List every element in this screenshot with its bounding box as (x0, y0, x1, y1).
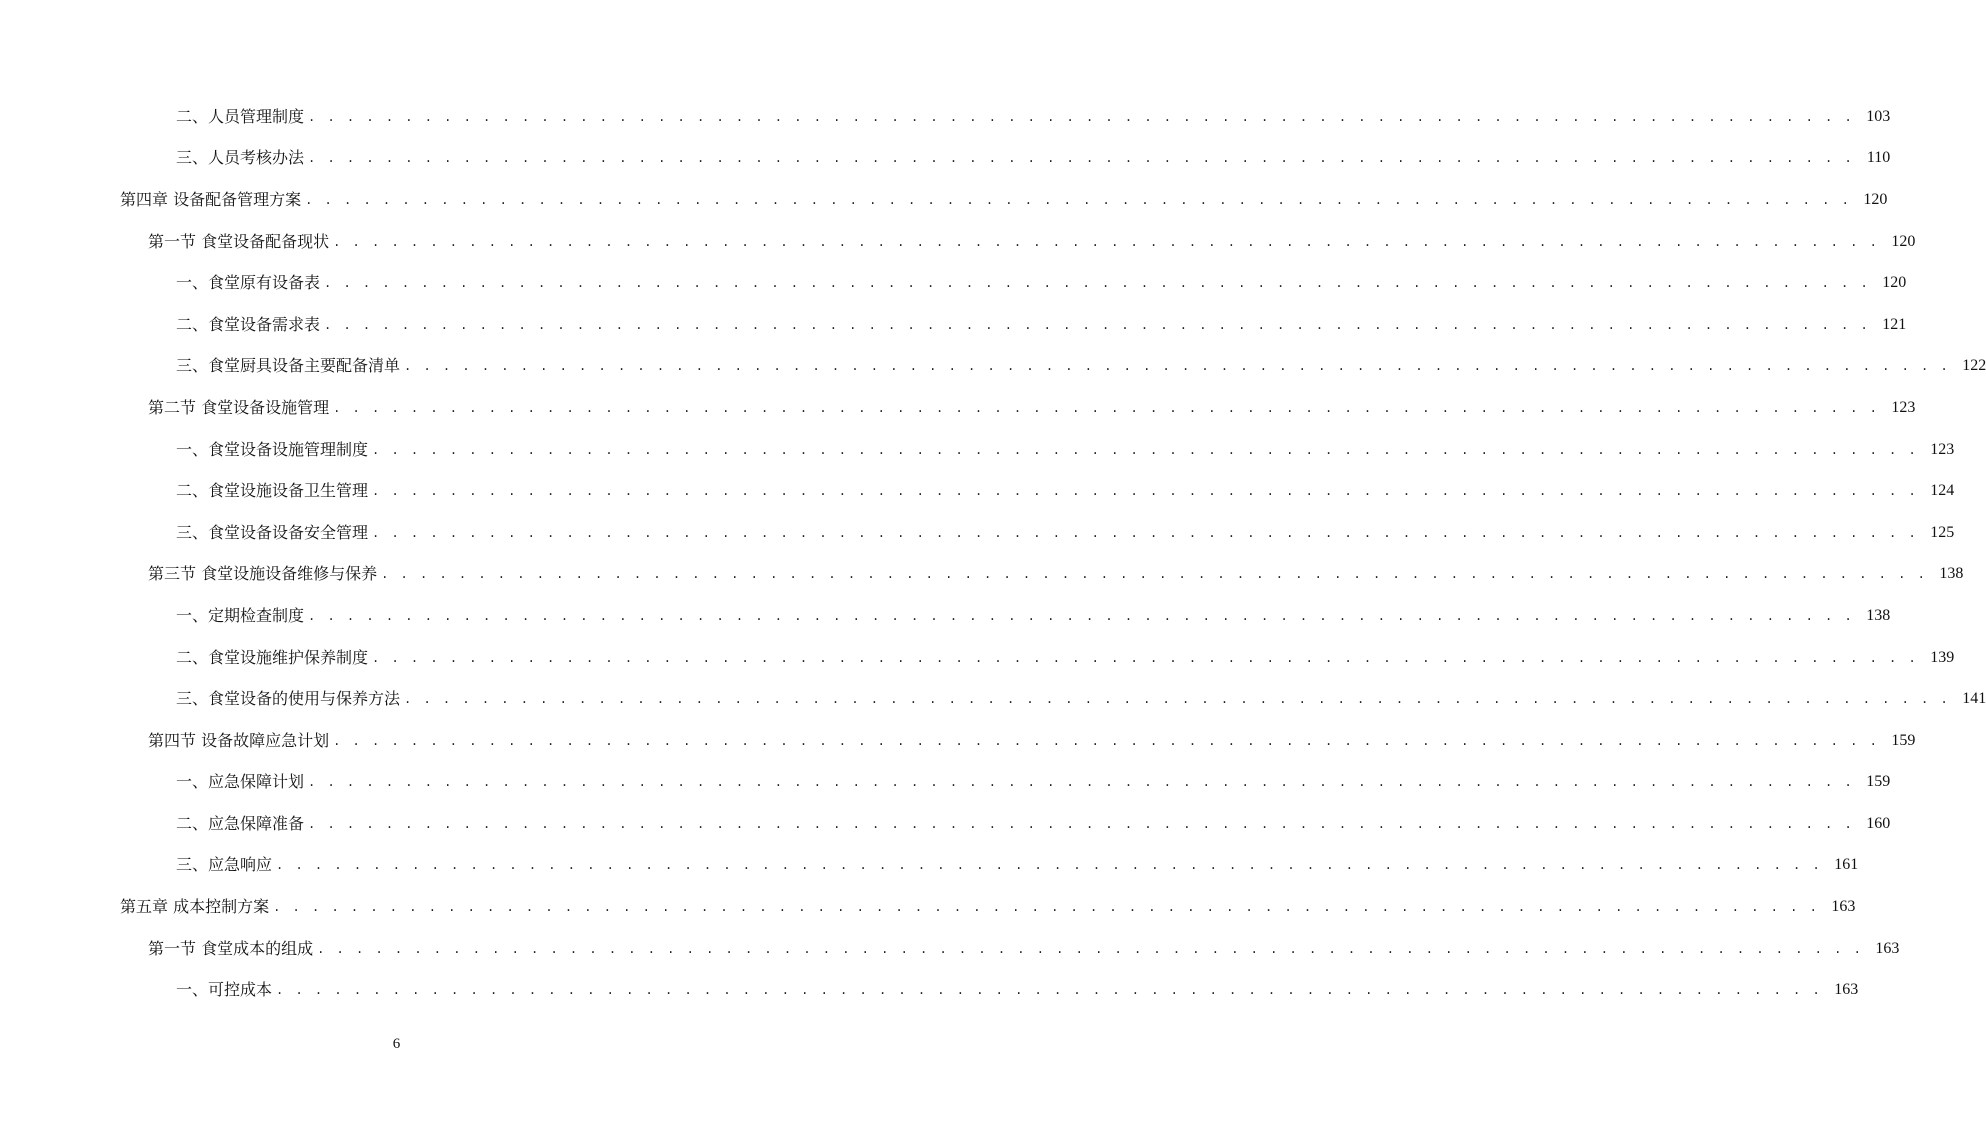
toc-entry[interactable] (0, 762, 1891, 804)
toc-dot-leader: . . . . . . . . . . . . . . . . . . . . . . . . . . . . . . . . . . . . . . . . . . . . . . . . . . . . . . . . . . . . . . . . . . . . . . . . . . . . . . . . (308, 151, 1855, 166)
toc-dot-leader: . . . . . . . . . . . . . . . . . . . . . . . . . . . . . . . . . . . . . . . . . . . . . . . . . . . . . . . . . . . . . . . . . . . . . . . . . . . . . . . . (317, 941, 1864, 956)
toc-entry-title: 第四章 设备配备管理方案 (120, 189, 302, 209)
toc-entry[interactable] (0, 96, 1891, 138)
toc-entry-title: 二、食堂设施维护保养制度 (176, 647, 369, 667)
toc-entry-title: 一、食堂设备设施管理制度 (176, 439, 369, 459)
toc-entry-page: 163 (1834, 981, 1859, 999)
toc-dot-leader: . . . . . . . . . . . . . . . . . . . . . . . . . . . . . . . . . . . . . . . . . . . . . . . . . . . . . . . . . . . . . . . . . . . . . . . . . . . . . . . . (333, 400, 1880, 415)
toc-entry[interactable] (0, 387, 1916, 429)
toc-entry[interactable] (0, 470, 1955, 512)
toc-dot-leader: . . . . . . . . . . . . . . . . . . . . . . . . . . . . . . . . . . . . . . . . . . . . . . . . . . . . . . . . . . . . . . . . . . . . . . . . . . . . . . . . (333, 234, 1880, 249)
toc-entry-title: 一、食堂原有设备表 (176, 273, 321, 293)
toc-entry-page: 120 (1882, 274, 1907, 292)
toc-entry-page: 120 (1891, 232, 1916, 250)
toc-entry-page: 110 (1866, 149, 1891, 167)
toc-entry[interactable] (0, 928, 1900, 970)
toc-entry-page: 159 (1891, 731, 1916, 749)
toc-dot-leader: . . . . . . . . . . . . . . . . . . . . . . . . . . . . . . . . . . . . . . . . . . . . . . . . . . . . . . . . . . . . . . . . . . . . . . . . . . . . . . . . (333, 733, 1880, 748)
toc-entry[interactable] (0, 262, 1907, 304)
toc-dot-leader: . . . . . . . . . . . . . . . . . . . . . . . . . . . . . . . . . . . . . . . . . . . . . . . . . . . . . . . . . . . . . . . . . . . . . . . . . . . . . . . . (404, 692, 1951, 707)
toc-entry[interactable] (0, 221, 1916, 263)
toc-dot-leader: . . . . . . . . . . . . . . . . . . . . . . . . . . . . . . . . . . . . . . . . . . . . . . . . . . . . . . . . . . . . . . . . . . . . . . . . . . . . . . . . (273, 900, 1820, 915)
table-of-contents (0, 96, 1986, 1011)
toc-dot-leader: . . . . . . . . . . . . . . . . . . . . . . . . . . . . . . . . . . . . . . . . . . . . . . . . . . . . . . . . . . . . . . . . . . . . . . . . . . . . . . . . (305, 192, 1852, 207)
toc-entry[interactable] (0, 969, 1859, 1011)
toc-dot-leader: . . . . . . . . . . . . . . . . . . . . . . . . . . . . . . . . . . . . . . . . . . . . . . . . . . . . . . . . . . . . . . . . . . . . . . . . . . . . . . . . (372, 525, 1919, 540)
toc-entry-title: 第四节 设备故障应急计划 (148, 730, 330, 750)
toc-entry-page: 124 (1930, 482, 1955, 500)
toc-entry-title: 三、应急响应 (176, 855, 273, 875)
toc-dot-leader: . . . . . . . . . . . . . . . . . . . . . . . . . . . . . . . . . . . . . . . . . . . . . . . . . . . . . . . . . . . . . . . . . . . . . . . . . . . . . . . . (372, 484, 1919, 499)
toc-dot-leader: . . . . . . . . . . . . . . . . . . . . . . . . . . . . . . . . . . . . . . . . . . . . . . . . . . . . . . . . . . . . . . . . . . . . . . . . . . . . . . . . (381, 567, 1928, 582)
toc-entry[interactable] (0, 637, 1955, 679)
toc-dot-leader: . . . . . . . . . . . . . . . . . . . . . . . . . . . . . . . . . . . . . . . . . . . . . . . . . . . . . . . . . . . . . . . . . . . . . . . . . . . . . . . . (308, 109, 1855, 124)
toc-entry[interactable] (0, 138, 1891, 180)
toc-entry[interactable] (0, 179, 1888, 221)
toc-dot-leader: . . . . . . . . . . . . . . . . . . . . . . . . . . . . . . . . . . . . . . . . . . . . . . . . . . . . . . . . . . . . . . . . . . . . . . . . . . . . . . . . (372, 442, 1919, 457)
toc-entry-title: 三、食堂厨具设备主要配备清单 (176, 356, 401, 376)
toc-entry[interactable] (0, 886, 1856, 928)
toc-dot-leader: . . . . . . . . . . . . . . . . . . . . . . . . . . . . . . . . . . . . . . . . . . . . . . . . . . . . . . . . . . . . . . . . . . . . . . . . . . . . . . . . (324, 276, 1871, 291)
toc-entry[interactable] (0, 845, 1859, 887)
toc-dot-leader: . . . . . . . . . . . . . . . . . . . . . . . . . . . . . . . . . . . . . . . . . . . . . . . . . . . . . . . . . . . . . . . . . . . . . . . . . . . . . . . . (308, 816, 1855, 831)
toc-entry-page: 159 (1866, 773, 1891, 791)
toc-entry-page: 161 (1834, 856, 1859, 874)
toc-entry-page: 122 (1962, 357, 1986, 375)
toc-entry-title: 二、人员管理制度 (176, 106, 305, 126)
toc-entry-title: 二、应急保障准备 (176, 813, 305, 833)
toc-entry-page: 163 (1831, 898, 1856, 916)
toc-entry-title: 三、食堂设备设备安全管理 (176, 522, 369, 542)
toc-entry-page: 103 (1866, 107, 1891, 125)
toc-entry-title: 第五章 成本控制方案 (120, 897, 270, 917)
toc-entry-title: 三、人员考核办法 (176, 148, 305, 168)
toc-entry-title: 第三节 食堂设施设备维修与保养 (148, 564, 378, 584)
toc-entry-title: 一、可控成本 (176, 980, 273, 1000)
toc-entry-title: 二、食堂设施设备卫生管理 (176, 481, 369, 501)
toc-entry-page: 138 (1939, 565, 1964, 583)
toc-dot-leader: . . . . . . . . . . . . . . . . . . . . . . . . . . . . . . . . . . . . . . . . . . . . . . . . . . . . . . . . . . . . . . . . . . . . . . . . . . . . . . . . (308, 775, 1855, 790)
toc-entry[interactable] (0, 304, 1907, 346)
page-number: 6 (392, 1036, 401, 1052)
toc-entry-title: 第二节 食堂设备设施管理 (148, 397, 330, 417)
toc-entry-title: 一、定期检查制度 (176, 605, 305, 625)
toc-entry-title: 二、食堂设备需求表 (176, 314, 321, 334)
toc-entry-page: 123 (1891, 398, 1916, 416)
toc-entry[interactable] (0, 512, 1955, 554)
toc-entry-title: 一、应急保障计划 (176, 772, 305, 792)
toc-entry-page: 123 (1930, 440, 1955, 458)
toc-dot-leader: . . . . . . . . . . . . . . . . . . . . . . . . . . . . . . . . . . . . . . . . . . . . . . . . . . . . . . . . . . . . . . . . . . . . . . . . . . . . . . . . (372, 650, 1919, 665)
toc-entry[interactable] (0, 429, 1955, 471)
toc-entry[interactable] (0, 346, 1986, 388)
toc-entry[interactable] (0, 678, 1986, 720)
toc-entry-page: 141 (1962, 690, 1986, 708)
toc-entry-page: 125 (1930, 523, 1955, 541)
toc-dot-leader: . . . . . . . . . . . . . . . . . . . . . . . . . . . . . . . . . . . . . . . . . . . . . . . . . . . . . . . . . . . . . . . . . . . . . . . . . . . . . . . . (308, 608, 1855, 623)
toc-entry-page: 121 (1882, 315, 1907, 333)
toc-entry-title: 三、食堂设备的使用与保养方法 (176, 689, 401, 709)
toc-entry-page: 163 (1875, 939, 1900, 957)
toc-dot-leader: . . . . . . . . . . . . . . . . . . . . . . . . . . . . . . . . . . . . . . . . . . . . . . . . . . . . . . . . . . . . . . . . . . . . . . . . . . . . . . . . (276, 983, 1823, 998)
toc-entry-page: 139 (1930, 648, 1955, 666)
toc-entry-page: 138 (1866, 606, 1891, 624)
toc-dot-leader: . . . . . . . . . . . . . . . . . . . . . . . . . . . . . . . . . . . . . . . . . . . . . . . . . . . . . . . . . . . . . . . . . . . . . . . . . . . . . . . . (324, 317, 1871, 332)
toc-entry-page: 160 (1866, 814, 1891, 832)
toc-entry[interactable] (0, 595, 1891, 637)
toc-dot-leader: . . . . . . . . . . . . . . . . . . . . . . . . . . . . . . . . . . . . . . . . . . . . . . . . . . . . . . . . . . . . . . . . . . . . . . . . . . . . . . . . (404, 359, 1951, 374)
toc-entry[interactable] (0, 554, 1964, 596)
toc-entry[interactable] (0, 720, 1916, 762)
toc-entry-page: 120 (1863, 190, 1888, 208)
toc-dot-leader: . . . . . . . . . . . . . . . . . . . . . . . . . . . . . . . . . . . . . . . . . . . . . . . . . . . . . . . . . . . . . . . . . . . . . . . . . . . . . . . . (276, 858, 1823, 873)
toc-entry-title: 第一节 食堂成本的组成 (148, 938, 314, 958)
toc-entry-title: 第一节 食堂设备配备现状 (148, 231, 330, 251)
toc-entry[interactable] (0, 803, 1891, 845)
